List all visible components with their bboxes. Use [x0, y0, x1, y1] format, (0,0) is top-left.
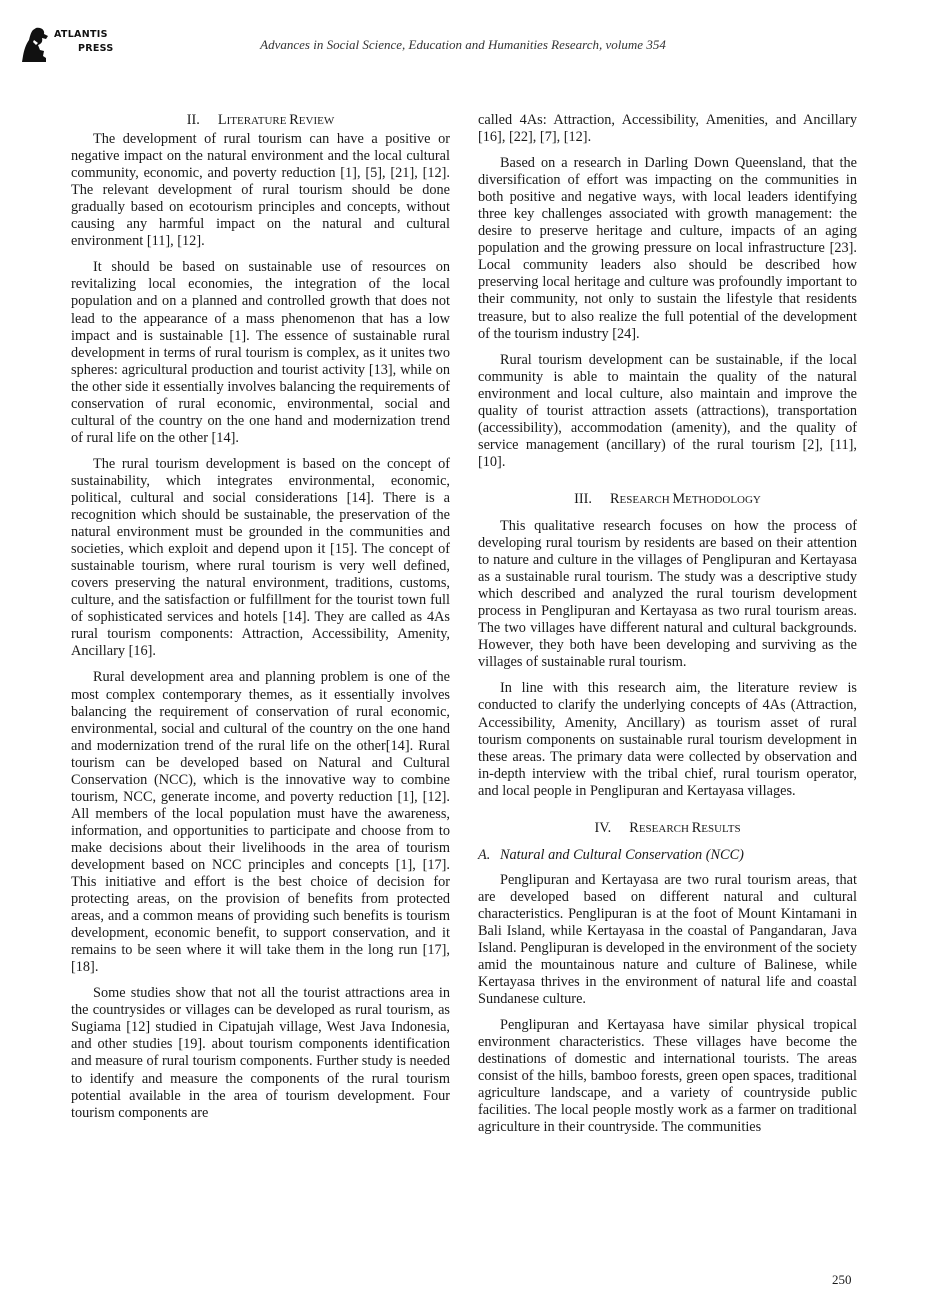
paragraph: Penglipuran and Kertayasa are two rural tourism areas, that are developed based on different natural and cultural characteristics. Penglipuran is at the foot of Mount Kintamani in Bali Island, while Kertayasa in the coastal of Pangandaran, Java Island. Penglipuran is developed in the environment of the society amid the mountainous nature and culture of Balinese, while Kertayasa thrives in the environment of natural life and coastal Sundanese culture.	[478, 871, 857, 1008]
subsection-heading-ncc: A. Natural and Cultural Conservation (NCC)	[478, 846, 744, 863]
left-column	[71, 112, 450, 1131]
right-column	[478, 112, 857, 1146]
paragraph: Penglipuran and Kertayasa have similar physical tropical environment characteristics. These villages have become the destinations of domestic and international tourists. The areas consist of the hills, bamboo forests, green open spaces, traditional agriculture landscape, and a variety of countryside public facilities. The local people mostly work as a farmer on traditional agriculture in their countryside. The communities	[478, 1017, 857, 1136]
publisher-name-line2: PRESS	[78, 43, 114, 54]
paragraph: Some studies show that not all the tourist attractions area in the countrysides or villages can be developed as rural tourism, as Sugiama [12] studied in Cipatujah village, West Java Indonesia, and other studies [19]. about tourism components identification and measure of rural tourism components. Further study is needed to identify and measure the components of the rural tourism potential available in the area of tourism development. Four tourism components are	[71, 985, 450, 1121]
section-heading-literature-review: II. LITERATURE REVIEW	[186, 112, 335, 128]
paragraph: Rural development area and planning problem is one of the most complex contemporary themes, as it essentially involves balancing the requirement of conservation of rural economic, environmental, social and cultural of the country on the one hand and modernization trend of the rural life on the other[14]. Rural tourism can be developed based on Natural and Cultural Conservation (NCC), which is the innovative way to combine tourism, NCC, generate income, and poverty reduction [1], [12]. All members of the local population must have the awareness, information, and opportunities to participate and choose from to make decisions about their livelihoods in the area of tourism development based on NCC principles and concepts [1], [17]. This initiative and effort is the best choice of decision for protecting areas, on the provision of benefits from protected areas, and a common means of providing such benefits is tourism development, economic benefit, to support conservation, and it remains to be seen where it will take them in the long run [17], [18].	[71, 669, 450, 976]
paragraph: The rural tourism development is based on the concept of sustainability, which integrates environmental, economic, political, cultural and social considerations [14]. There is a recognition which should be sustainable, the preservation of the natural environment must be grounded in the communities and societies, which exploit and depend upon it [15]. The concept of sustainable tourism, where rural tourism is very well defined, covers preserving the natural environment, traditions, customs, culture, and the satisfaction or fulfillment for the tourist town full of sophisticated services and hotels [14]. They are called as 4As rural tourism components: Attraction, Accessibility, Amenity, Ancillary [16].	[71, 455, 450, 660]
paragraph: Based on a research in Darling Down Queensland, that the diversification of effort was impacting on the communities in both positive and negative ways, with local leaders identifying three key challenges associated with growth management: the desire to preserve heritage and culture, impacts of an aging population and the growing pressure on local infrastructure [23]. Local community leaders also should be described how preserving local heritage and culture was profoundly important to their community, not only to sustain the lifestyle that residents treasure, but to also realize the full potential of the development of the tourism industry [24].	[478, 155, 857, 342]
paragraph: This qualitative research focuses on how the process of developing rural tourism by residents are based on their attention to nature and culture in the villages of Penglipuran and Kertayasa as a sustainable rural tourism. The study was a descriptive study which described and analyzed the rural tourism development process in Penglipuran and Kertayasa as two rural tourism areas. The two villages have different natural and cultural backgrounds. However, they both have been developing and surviving as the villages of sustainable rural tourism.	[478, 517, 857, 671]
section-heading-research-results: IV. RESEARCH RESULTS	[594, 819, 741, 836]
section-heading-research-methodology: III. RESEARCH METHODOLOGY	[574, 490, 761, 507]
paragraph-continuation: called 4As: Attraction, Accessibility, Amenities, and Ancillary [16], [22], [7], [12].	[478, 112, 857, 146]
paragraph: Rural tourism development can be sustainable, if the local community is able to maintain the quality of the natural environment and local culture, also maintain and improve the quality of tourist attraction assets (attractions), transportation (accessibility), accommodation (amenity), and the quality of service management (ancillary) of the rural tourism [2], [11], [10].	[478, 351, 857, 470]
paragraph: It should be based on sustainable use of resources on revitalizing local economies, the integration of the local population and on a planned and controlled growth that does not lead to the appearance of a mass phenomenon that has a low impact and is sustainable [1]. The essence of sustainable rural development in terms of rural tourism is complex, as it unites two spheres: agricultural production and tourist activity [13], while on the other side it essentially involves balancing the requirements of conservation of rural economic, environmental, social and cultural of the country on the one hand and modernization trend of rural life on the other [14].	[71, 259, 450, 446]
paragraph: The development of rural tourism can have a positive or negative impact on the natural environment and the local cultural community, economic, and poverty reduction [1], [5], [21], [12]. The relevant development of rural tourism should be done gradually based on ecotourism principles and concepts, without causing any harmful impact on the natural and cultural environment [11], [12].	[71, 131, 450, 250]
paragraph: In line with this research aim, the literature review is conducted to clarify the underlying concepts of 4As (Attraction, Accessibility, Amenity, Ancillary) as tourism asset of rural tourism components on sustainable rural tourism development in these areas. The primary data were collected by observation and in-depth interview with the tribal chief, rural tourism operator, and local people in Penglipuran and Kertayasa villages.	[478, 680, 857, 799]
running-head: Advances in Social Science, Education and Humanities Research, volume 354	[260, 37, 666, 52]
page-number: 250	[832, 1272, 852, 1287]
publisher-name-line1: ATLANTIS	[54, 29, 108, 40]
